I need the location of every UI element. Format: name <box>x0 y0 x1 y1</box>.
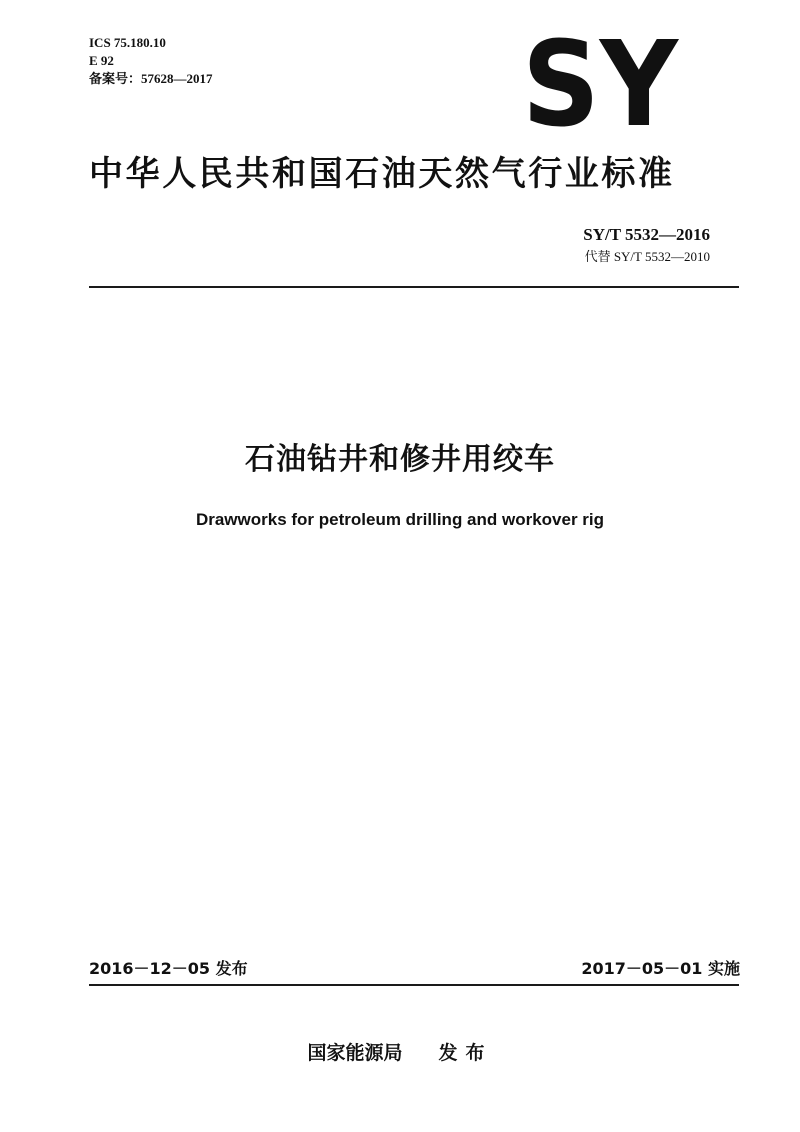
publish-action: 发布 <box>438 1042 493 1064</box>
top-divider <box>89 286 739 288</box>
standard-metadata <box>89 34 213 88</box>
bottom-divider <box>89 984 739 986</box>
publisher-name: 国家能源局 <box>307 1042 403 1064</box>
replaced-standard: 代替 SY/T 5532—2010 <box>584 249 710 264</box>
standard-code-block <box>583 224 710 266</box>
classification-code: E 92 <box>89 53 114 68</box>
issue-date: 2016－12－05 发布 <box>89 959 248 978</box>
standard-category: 中华人民共和国石油天然气行业标准 <box>89 154 675 194</box>
sy-logo-text: SY <box>522 28 680 128</box>
sy-logo-graphic <box>520 28 680 128</box>
record-number: 备案号：57628—2017 <box>89 71 213 86</box>
title-chinese: 石油钻井和修井用绞车 <box>245 442 555 477</box>
implementation-date: 2017－05－01 实施 <box>581 959 740 978</box>
standard-code: SY/T 5532—2016 <box>583 225 710 244</box>
ics-code: ICS 75.180.10 <box>89 35 166 50</box>
publisher-line <box>0 1040 800 1066</box>
title-english: Drawworks for petroleum drilling and workover rig <box>195 510 605 529</box>
sy-logo <box>520 28 680 128</box>
